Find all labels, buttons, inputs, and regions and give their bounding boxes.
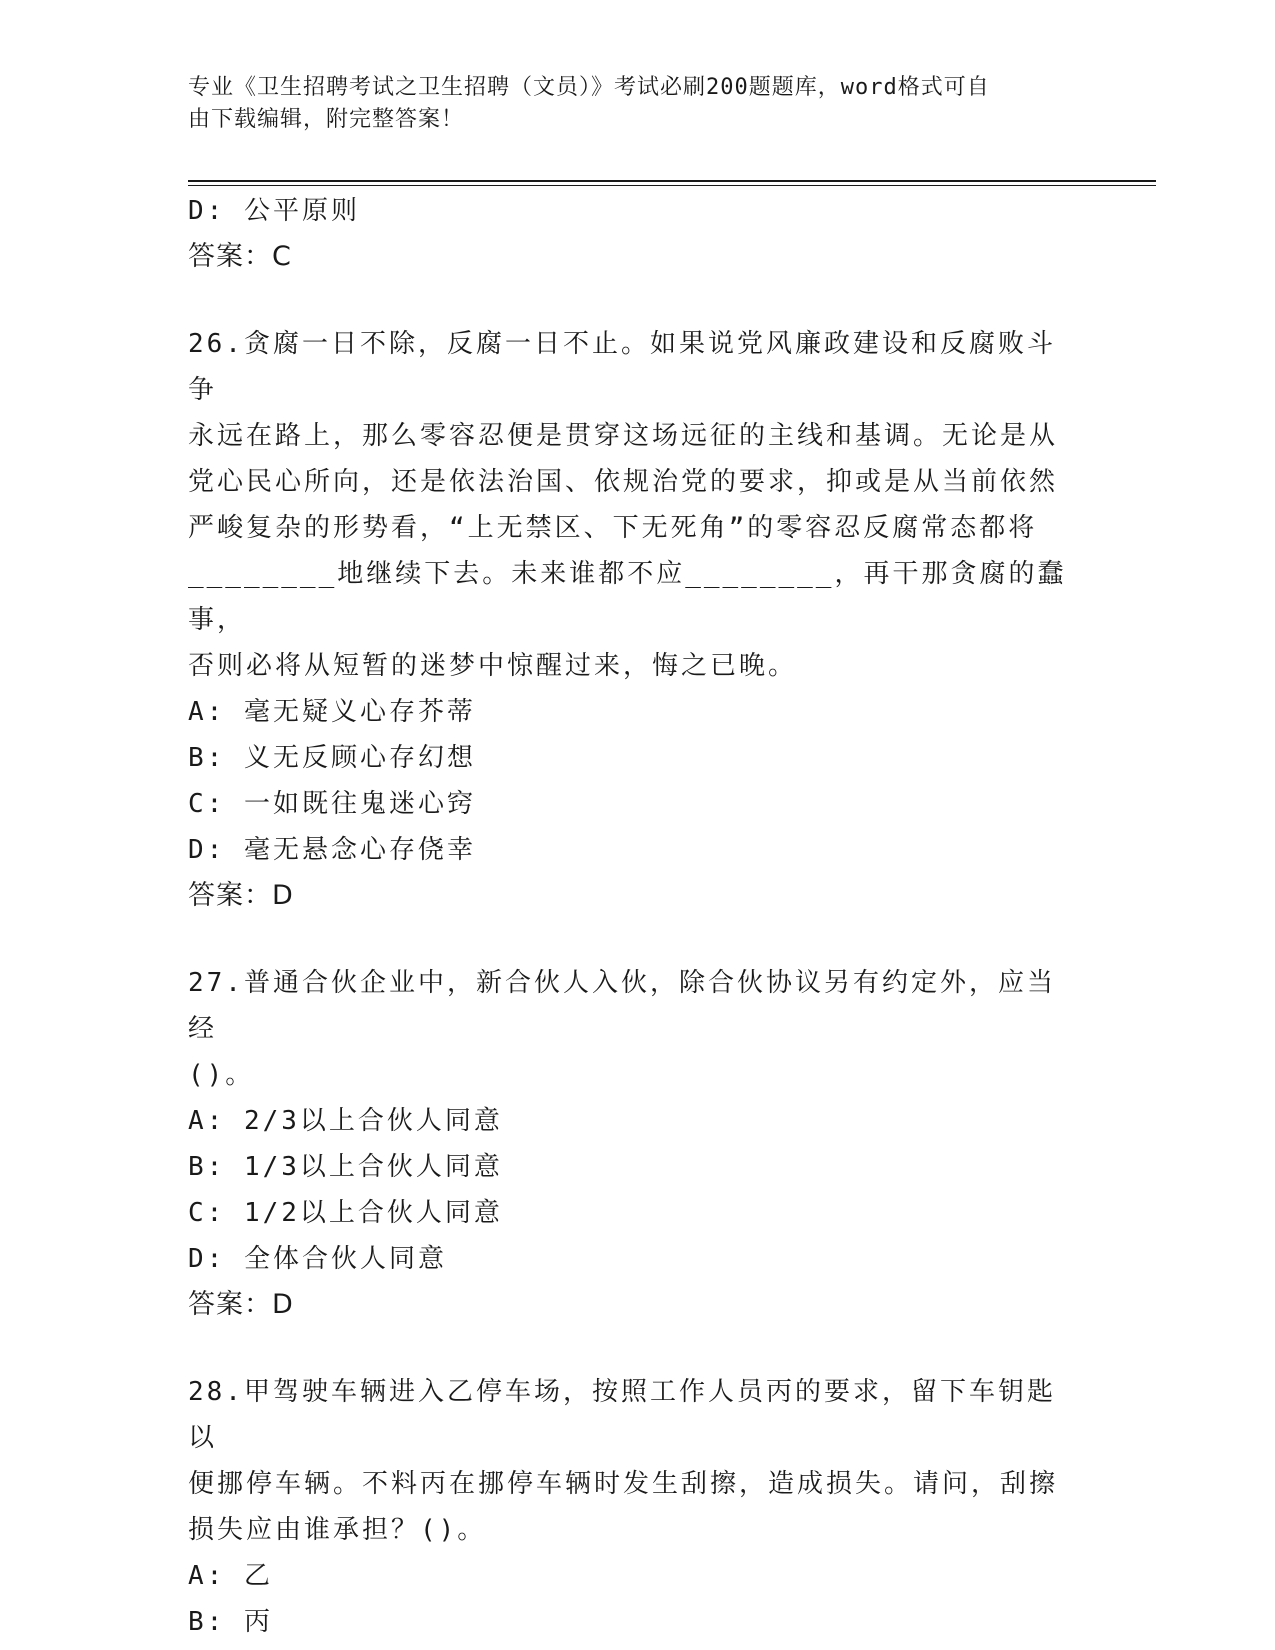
option-d: D: 公平原则 (188, 196, 360, 226)
question-text-line: 便挪停车辆。不料丙在挪停车辆时发生刮擦，造成损失。请问，刮擦 (188, 1469, 1059, 1499)
question-list (188, 188, 1088, 1645)
question-text-line: 永远在路上，那么零容忍便是贯穿这场远征的主线和基调。无论是从 (188, 421, 1059, 451)
option-b: B: 义无反顾心存幻想 (188, 743, 476, 773)
question-text-line: 损失应由谁承担？()。 (188, 1515, 487, 1545)
question-text-line: 否则必将从短暂的迷梦中惊醒过来，悔之已晚。 (188, 651, 798, 681)
previous-question-tail (188, 188, 1088, 280)
question-text-line: 27.普通合伙企业中，新合伙人入伙，除合伙协议另有约定外，应当经 (188, 968, 1056, 1044)
header-line-1: 专业《卫生招聘考试之卫生招聘（文员）》考试必刷200题题库，word格式可自 (188, 75, 990, 100)
option-a: A: 乙 (188, 1561, 273, 1591)
question-28 (188, 1369, 1088, 1645)
header-rule-thick (188, 180, 1156, 182)
question-text-line: 26.贪腐一日不除，反腐一日不止。如果说党风廉政建设和反腐败斗争 (188, 329, 1056, 405)
question-text-line: 28.甲驾驶车辆进入乙停车场，按照工作人员丙的要求，留下车钥匙以 (188, 1377, 1056, 1453)
option-c: C: 1/2以上合伙人同意 (188, 1198, 503, 1228)
option-b: B: 丙 (188, 1607, 273, 1637)
document-header (188, 72, 1068, 136)
option-a: A: 毫无疑义心存芥蒂 (188, 697, 476, 727)
answer-line: 答案：D (188, 880, 294, 911)
header-line-2: 由下载编辑，附完整答案！ (188, 107, 465, 132)
header-rule-thin (188, 185, 1156, 186)
question-27 (188, 960, 1088, 1328)
question-text-line: ()。 (188, 1060, 255, 1090)
question-text (188, 321, 1068, 689)
option-c: C: 一如既往鬼迷心窍 (188, 789, 476, 819)
question-text-line: ________地继续下去。未来谁都不应________，再干那贪腐的蠢事， (188, 559, 1067, 635)
question-text-line: 严峻复杂的形势看，“上无禁区、下无死角”的零容忍反腐常态都将 (188, 513, 1038, 543)
option-a: A: 2/3以上合伙人同意 (188, 1106, 503, 1136)
question-text (188, 960, 1068, 1098)
answer-line: 答案：D (188, 1289, 294, 1320)
question-26 (188, 321, 1088, 919)
question-text (188, 1369, 1068, 1553)
answer-line: 答案：C (188, 241, 292, 272)
option-d: D: 毫无悬念心存侥幸 (188, 835, 476, 865)
option-d: D: 全体合伙人同意 (188, 1244, 447, 1274)
option-b: B: 1/3以上合伙人同意 (188, 1152, 503, 1182)
question-text-line: 党心民心所向，还是依法治国、依规治党的要求，抑或是从当前依然 (188, 467, 1059, 497)
